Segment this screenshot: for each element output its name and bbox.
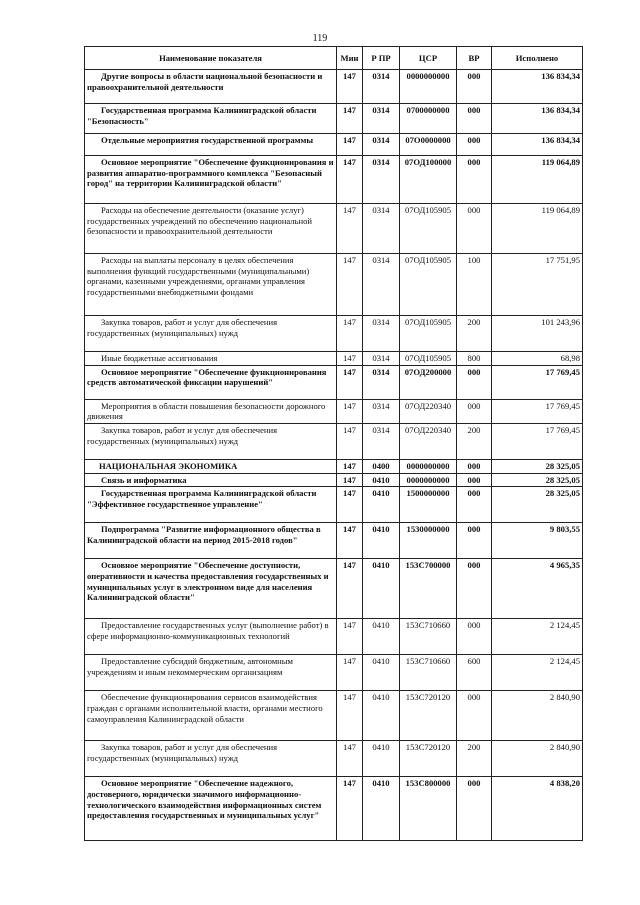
row-name: Закупка товаров, работ и услуг для обеспечения государственных (муниципальных) нужд — [85, 741, 337, 777]
row-vr: 600 — [457, 655, 492, 691]
table-row — [85, 459, 583, 473]
row-vr: 000 — [457, 619, 492, 655]
table-row — [85, 523, 583, 559]
row-csr: 0000000000 — [400, 70, 457, 104]
row-sum: 2 840,90 — [492, 741, 583, 777]
row-name: Предоставление субсидий бюджетным, автономным учреждениям и иным некоммерческим организациям — [85, 655, 337, 691]
row-sum: 136 834,34 — [492, 70, 583, 104]
row-rpr: 0410 — [363, 741, 400, 777]
table-row — [85, 399, 583, 423]
row-csr: 07ОД100000 — [400, 156, 457, 204]
row-sum: 2 840,90 — [492, 691, 583, 741]
row-csr: 1500000000 — [400, 487, 457, 523]
row-vr: 200 — [457, 423, 492, 459]
row-vr: 000 — [457, 204, 492, 254]
row-csr: 07ОД105905 — [400, 254, 457, 316]
row-name: Другие вопросы в области национальной безопасности и правоохранительной деятельности — [85, 70, 337, 104]
row-name: Отдельные мероприятия государственной программы — [85, 134, 337, 156]
row-sum: 17 751,95 — [492, 254, 583, 316]
row-rpr: 0400 — [363, 459, 400, 473]
row-csr: 07О0000000 — [400, 134, 457, 156]
row-min: 147 — [337, 619, 363, 655]
row-sum: 4 965,35 — [492, 559, 583, 619]
row-sum: 136 834,34 — [492, 134, 583, 156]
row-rpr: 0410 — [363, 691, 400, 741]
row-name: Иные бюджетные ассигнования — [85, 352, 337, 366]
row-name: Расходы на выплаты персоналу в целях обеспечения выполнения функций государственными (муниципальными) органами, казенными учреждениями, органами управления государственными внебюджетными фондами — [85, 254, 337, 316]
row-min: 147 — [337, 473, 363, 487]
row-sum: 119 064,89 — [492, 204, 583, 254]
row-rpr: 0314 — [363, 104, 400, 134]
table-row — [85, 204, 583, 254]
row-rpr: 0314 — [363, 204, 400, 254]
page-number: 119 — [312, 33, 328, 44]
row-sum: 17 769,45 — [492, 423, 583, 459]
row-sum: 119 064,89 — [492, 156, 583, 204]
row-name: Закупка товаров, работ и услуг для обеспечения государственных (муниципальных) нужд — [85, 316, 337, 352]
row-min: 147 — [337, 399, 363, 423]
row-sum: 4 838,20 — [492, 777, 583, 841]
row-vr: 000 — [457, 559, 492, 619]
row-vr: 000 — [457, 365, 492, 399]
row-csr: 07ОД220340 — [400, 423, 457, 459]
row-csr: 0000000000 — [400, 459, 457, 473]
row-min: 147 — [337, 134, 363, 156]
row-sum: 9 803,55 — [492, 523, 583, 559]
table-row — [85, 559, 583, 619]
row-min: 147 — [337, 104, 363, 134]
row-sum: 28 325,05 — [492, 487, 583, 523]
row-rpr: 0314 — [363, 399, 400, 423]
row-csr: 0000000000 — [400, 473, 457, 487]
row-rpr: 0410 — [363, 473, 400, 487]
row-name: Подпрограмма "Развитие информационного общества в Калининградской области на период 2015-2018 годов" — [85, 523, 337, 559]
row-sum: 2 124,45 — [492, 619, 583, 655]
row-min: 147 — [337, 254, 363, 316]
row-min: 147 — [337, 559, 363, 619]
row-name: Связь и информатика — [85, 473, 337, 487]
row-rpr: 0314 — [363, 156, 400, 204]
row-name: Основное мероприятие "Обеспечение доступности, оперативности и качества предоставления государственных и муниципальных услуг в электронном виде для населения Калининградской области" — [85, 559, 337, 619]
row-min: 147 — [337, 70, 363, 104]
header-rpr: Р ПР — [363, 47, 400, 70]
row-name: Основное мероприятие "Обеспечение функционирования и развития аппаратно-программного комплекса "Безопасный город" на территории Калининградской области" — [85, 156, 337, 204]
row-sum: 28 325,05 — [492, 459, 583, 473]
row-name: Основное мероприятие "Обеспечение надежного, достоверного, юридически значимого информационно-технологического взаимодействия информационных систем предоставления государственных и муниципальных услуг" — [85, 777, 337, 841]
row-min: 147 — [337, 523, 363, 559]
row-sum: 17 769,45 — [492, 399, 583, 423]
row-csr: 0700000000 — [400, 104, 457, 134]
row-vr: 000 — [457, 399, 492, 423]
row-vr: 800 — [457, 352, 492, 366]
row-name: НАЦИОНАЛЬНАЯ ЭКОНОМИКА — [85, 459, 337, 473]
table-header-row — [85, 47, 583, 70]
table-row — [85, 156, 583, 204]
row-rpr: 0410 — [363, 655, 400, 691]
row-sum: 101 243,96 — [492, 316, 583, 352]
row-min: 147 — [337, 352, 363, 366]
row-rpr: 0410 — [363, 777, 400, 841]
row-rpr: 0314 — [363, 316, 400, 352]
row-min: 147 — [337, 691, 363, 741]
row-csr: 07ОД200000 — [400, 365, 457, 399]
row-rpr: 0410 — [363, 559, 400, 619]
row-rpr: 0314 — [363, 352, 400, 366]
row-csr: 153С720120 — [400, 691, 457, 741]
row-vr: 000 — [457, 691, 492, 741]
row-rpr: 0314 — [363, 70, 400, 104]
row-sum: 136 834,34 — [492, 104, 583, 134]
row-name: Расходы на обеспечение деятельности (оказание услуг) государственных учреждений по обеспечению национальной безопасности и правоохранительной деятельности — [85, 204, 337, 254]
row-vr: 000 — [457, 104, 492, 134]
table-row — [85, 487, 583, 523]
row-vr: 000 — [457, 523, 492, 559]
row-vr: 000 — [457, 777, 492, 841]
row-min: 147 — [337, 487, 363, 523]
table-row — [85, 777, 583, 841]
row-sum: 68,98 — [492, 352, 583, 366]
table-row — [85, 134, 583, 156]
header-vr: ВР — [457, 47, 492, 70]
header-csr: ЦСР — [400, 47, 457, 70]
table-row — [85, 655, 583, 691]
table-row — [85, 352, 583, 366]
row-sum: 17 769,45 — [492, 365, 583, 399]
row-csr: 153С800000 — [400, 777, 457, 841]
row-min: 147 — [337, 459, 363, 473]
row-rpr: 0410 — [363, 619, 400, 655]
row-min: 147 — [337, 741, 363, 777]
row-csr: 153С720120 — [400, 741, 457, 777]
row-rpr: 0314 — [363, 134, 400, 156]
row-name: Основное мероприятие "Обеспечение функционирования средств автоматической фиксации нарушений" — [85, 365, 337, 399]
row-csr: 153С700000 — [400, 559, 457, 619]
row-min: 147 — [337, 204, 363, 254]
table-row — [85, 104, 583, 134]
row-name: Государственная программа Калининградской области "Безопасность" — [85, 104, 337, 134]
header-sum: Исполнено — [492, 47, 583, 70]
table-row — [85, 691, 583, 741]
row-csr: 153С710660 — [400, 655, 457, 691]
row-vr: 100 — [457, 254, 492, 316]
row-csr: 1530000000 — [400, 523, 457, 559]
table-row — [85, 316, 583, 352]
row-name: Предоставление государственных услуг (выполнение работ) в сфере информационно-коммуникационных технологий — [85, 619, 337, 655]
row-rpr: 0314 — [363, 423, 400, 459]
row-vr: 200 — [457, 316, 492, 352]
row-min: 147 — [337, 655, 363, 691]
row-csr: 07ОД105905 — [400, 204, 457, 254]
row-min: 147 — [337, 316, 363, 352]
table-row — [85, 473, 583, 487]
row-vr: 000 — [457, 134, 492, 156]
row-name: Закупка товаров, работ и услуг для обеспечения государственных (муниципальных) нужд — [85, 423, 337, 459]
row-min: 147 — [337, 156, 363, 204]
row-vr: 000 — [457, 473, 492, 487]
row-rpr: 0314 — [363, 365, 400, 399]
row-min: 147 — [337, 423, 363, 459]
row-name: Государственная программа Калининградской области "Эффективное государственное управление" — [85, 487, 337, 523]
row-sum: 2 124,45 — [492, 655, 583, 691]
header-name: Наименование показателя — [85, 47, 337, 70]
table-row — [85, 619, 583, 655]
row-name: Обеспечение функционирования сервисов взаимодействия граждан с органами исполнительной власти, органами местного самоуправления Калининградской области — [85, 691, 337, 741]
row-csr: 07ОД220340 — [400, 399, 457, 423]
row-vr: 000 — [457, 70, 492, 104]
row-vr: 200 — [457, 741, 492, 777]
row-rpr: 0410 — [363, 487, 400, 523]
row-min: 147 — [337, 365, 363, 399]
table-row — [85, 423, 583, 459]
row-csr: 153С710660 — [400, 619, 457, 655]
table-row — [85, 365, 583, 399]
row-min: 147 — [337, 777, 363, 841]
header-min: Мин — [337, 47, 363, 70]
row-sum: 28 325,05 — [492, 473, 583, 487]
row-rpr: 0314 — [363, 254, 400, 316]
row-csr: 07ОД105905 — [400, 316, 457, 352]
row-csr: 07ОД105905 — [400, 352, 457, 366]
row-rpr: 0410 — [363, 523, 400, 559]
table-row — [85, 741, 583, 777]
table-row — [85, 70, 583, 104]
row-vr: 000 — [457, 156, 492, 204]
row-name: Мероприятия в области повышения безопасности дорожного движения — [85, 399, 337, 423]
row-vr: 000 — [457, 487, 492, 523]
table-row — [85, 254, 583, 316]
row-vr: 000 — [457, 459, 492, 473]
budget-table — [84, 46, 583, 841]
